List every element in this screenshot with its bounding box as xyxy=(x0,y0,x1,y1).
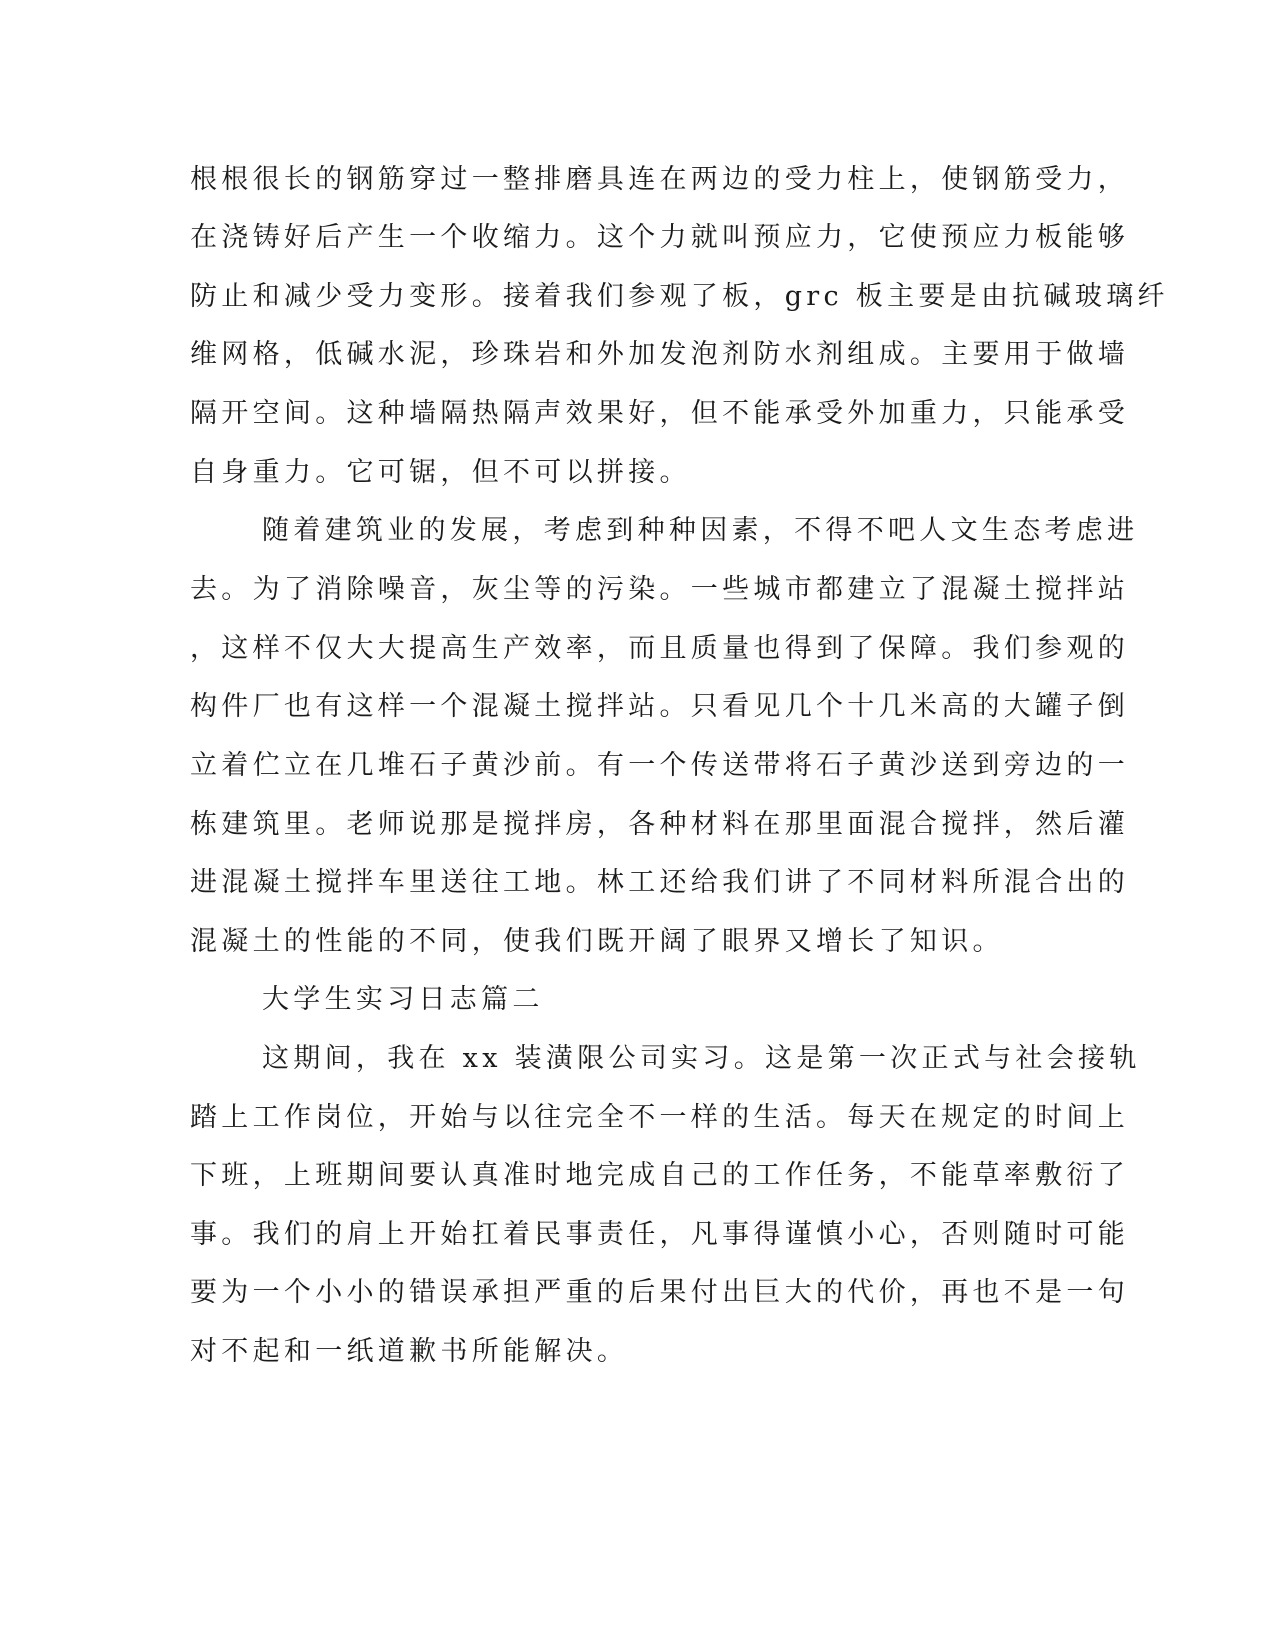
text-line: 进混凝土搅拌车里送往工地。林工还给我们讲了不同材料所混合出的 xyxy=(190,867,1129,898)
text-line: 下班，上班期间要认真准时地完成自己的工作任务，不能草率敷衍了 xyxy=(190,1160,1129,1191)
text-line: 事。我们的肩上开始扛着民事责任，凡事得谨慎小心，否则随时可能 xyxy=(190,1219,1129,1250)
paragraph-first-line: 随着建筑业的发展，考虑到种种因素，不得不吧人文生态考虑进 xyxy=(262,515,1139,546)
paragraph-first-line: 这期间，我在 xx 装潢限公司实习。这是第一次正式与社会接轨 xyxy=(262,1043,1141,1074)
text-line: 要为一个小小的错误承担严重的后果付出巨大的代价，再也不是一句 xyxy=(190,1277,1129,1308)
text-line: 对不起和一纸道歉书所能解决。 xyxy=(190,1336,629,1367)
text-line: 防止和减少受力变形。接着我们参观了板，grc 板主要是由抗碱玻璃纤 xyxy=(190,281,1169,312)
text-line: 构件厂也有这样一个混凝土搅拌站。只看见几个十几米高的大罐子倒 xyxy=(190,691,1129,722)
text-line: 维网格，低碱水泥，珍珠岩和外加发泡剂防水剂组成。主要用于做墙 xyxy=(190,339,1129,370)
section-heading: 大学生实习日志篇二 xyxy=(262,984,544,1015)
text-line: 自身重力。它可锯，但不可以拼接。 xyxy=(190,457,691,488)
text-line: 隔开空间。这种墙隔热隔声效果好，但不能承受外加重力，只能承受 xyxy=(190,398,1129,429)
text-line: 栋建筑里。老师说那是搅拌房，各种材料在那里面混合搅拌，然后灌 xyxy=(190,809,1129,840)
text-line: 去。为了消除噪音，灰尘等的污染。一些城市都建立了混凝土搅拌站 xyxy=(190,574,1129,605)
text-line: 在浇铸好后产生一个收缩力。这个力就叫预应力，它使预应力板能够 xyxy=(190,222,1129,253)
text-line: 根根很长的钢筋穿过一整排磨具连在两边的受力柱上，使钢筋受力， xyxy=(190,164,1129,195)
text-line: 立着伫立在几堆石子黄沙前。有一个传送带将石子黄沙送到旁边的一 xyxy=(190,750,1129,781)
text-line: ，这样不仅大大提高生产效率，而且质量也得到了保障。我们参观的 xyxy=(190,633,1129,664)
text-line: 混凝土的性能的不同，使我们既开阔了眼界又增长了知识。 xyxy=(190,926,1004,957)
text-line: 踏上工作岗位，开始与以往完全不一样的生活。每天在规定的时间上 xyxy=(190,1102,1129,1133)
